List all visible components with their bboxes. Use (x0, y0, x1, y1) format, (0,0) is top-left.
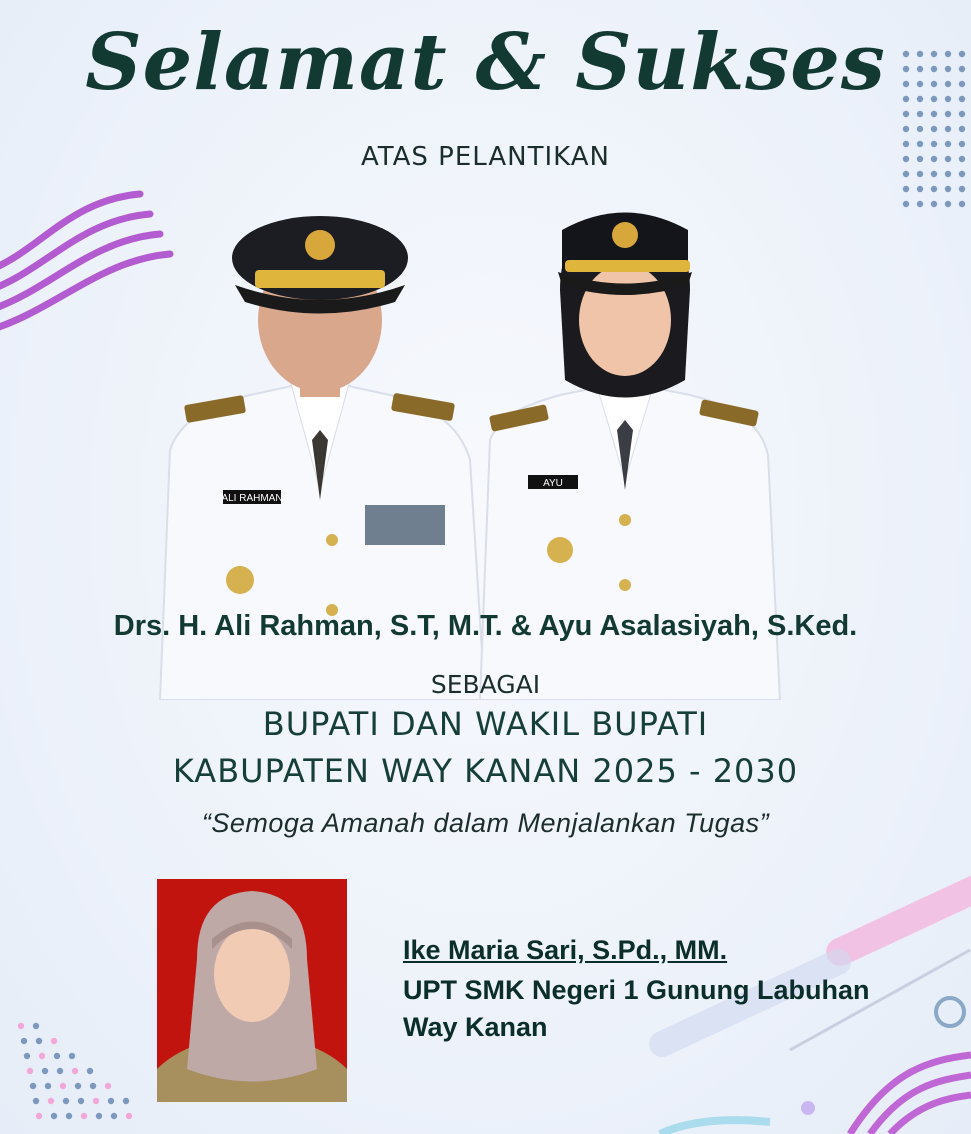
decor-dot (69, 1053, 75, 1059)
decor-dot (21, 1038, 27, 1044)
decor-dot (903, 186, 909, 192)
decor-dot (45, 1083, 51, 1089)
decor-dot (33, 1023, 39, 1029)
decor-dot (959, 201, 965, 207)
subheadline: ATAS PELANTIKAN (361, 142, 610, 172)
decor-dot (917, 126, 923, 132)
decor-dot (78, 1098, 84, 1104)
decor-dot (24, 1053, 30, 1059)
dot-pattern-decoration (15, 1020, 135, 1130)
decor-dot (57, 1068, 63, 1074)
headline: Selamat & Sukses (85, 17, 886, 108)
decor-dot (959, 186, 965, 192)
decor-dot (945, 111, 951, 117)
decor-dot (90, 1083, 96, 1089)
decor-dot (959, 111, 965, 117)
decor-dot (63, 1098, 69, 1104)
decor-dot (51, 1038, 57, 1044)
decor-dot (39, 1053, 45, 1059)
decor-dot (36, 1113, 42, 1119)
decor-dot (917, 201, 923, 207)
decor-dot (945, 201, 951, 207)
decor-dot (66, 1113, 72, 1119)
sender-name: Ike Maria Sari, S.Pd., MM. (403, 935, 728, 965)
position-title: BUPATI DAN WAKIL BUPATI (262, 705, 709, 743)
region-period: KABUPATEN WAY KANAN 2025 - 2030 (172, 752, 799, 790)
decor-dot (33, 1098, 39, 1104)
decor-dot (126, 1113, 132, 1119)
decor-dot (30, 1083, 36, 1089)
decor-dot (931, 186, 937, 192)
decor-dot (96, 1113, 102, 1119)
decor-dot (111, 1113, 117, 1119)
decor-dot (931, 201, 937, 207)
decor-dot (87, 1068, 93, 1074)
decor-dot (27, 1068, 33, 1074)
decor-dot (60, 1083, 66, 1089)
role-intro: SEBAGAI (430, 670, 541, 699)
decor-dot (945, 186, 951, 192)
decor-dot (93, 1098, 99, 1104)
sender-photo (157, 879, 347, 1102)
officials-names: Drs. H. Ali Rahman, S.T, M.T. & Ayu Asalasiyah, S.Ked. (113, 610, 858, 642)
decor-dot (54, 1053, 60, 1059)
decor-dot (123, 1098, 129, 1104)
decor-dot (945, 126, 951, 132)
decor-dot (81, 1113, 87, 1119)
decor-dot (105, 1083, 111, 1089)
decor-dot (51, 1113, 57, 1119)
decor-dot (18, 1023, 24, 1029)
decor-dot (36, 1038, 42, 1044)
decor-dot (903, 201, 909, 207)
sender-organization-region: Way Kanan (403, 1012, 548, 1042)
decor-dot (75, 1083, 81, 1089)
decor-dot (917, 186, 923, 192)
decor-dot (42, 1068, 48, 1074)
decor-dot (931, 111, 937, 117)
decor-dot (108, 1098, 114, 1104)
decor-dot (903, 126, 909, 132)
decor-dot (903, 111, 909, 117)
name-tag-left: ALI RAHMAN (221, 493, 283, 504)
motto-quote: “Semoga Amanah dalam Menjalankan Tugas” (201, 808, 770, 838)
sender-organization: UPT SMK Negeri 1 Gunung Labuhan (403, 975, 870, 1005)
decor-dot (48, 1098, 54, 1104)
decor-dot (931, 126, 937, 132)
name-tag-right: AYU (543, 478, 563, 489)
decor-dot (959, 126, 965, 132)
decor-dot (72, 1068, 78, 1074)
decor-dot (917, 111, 923, 117)
